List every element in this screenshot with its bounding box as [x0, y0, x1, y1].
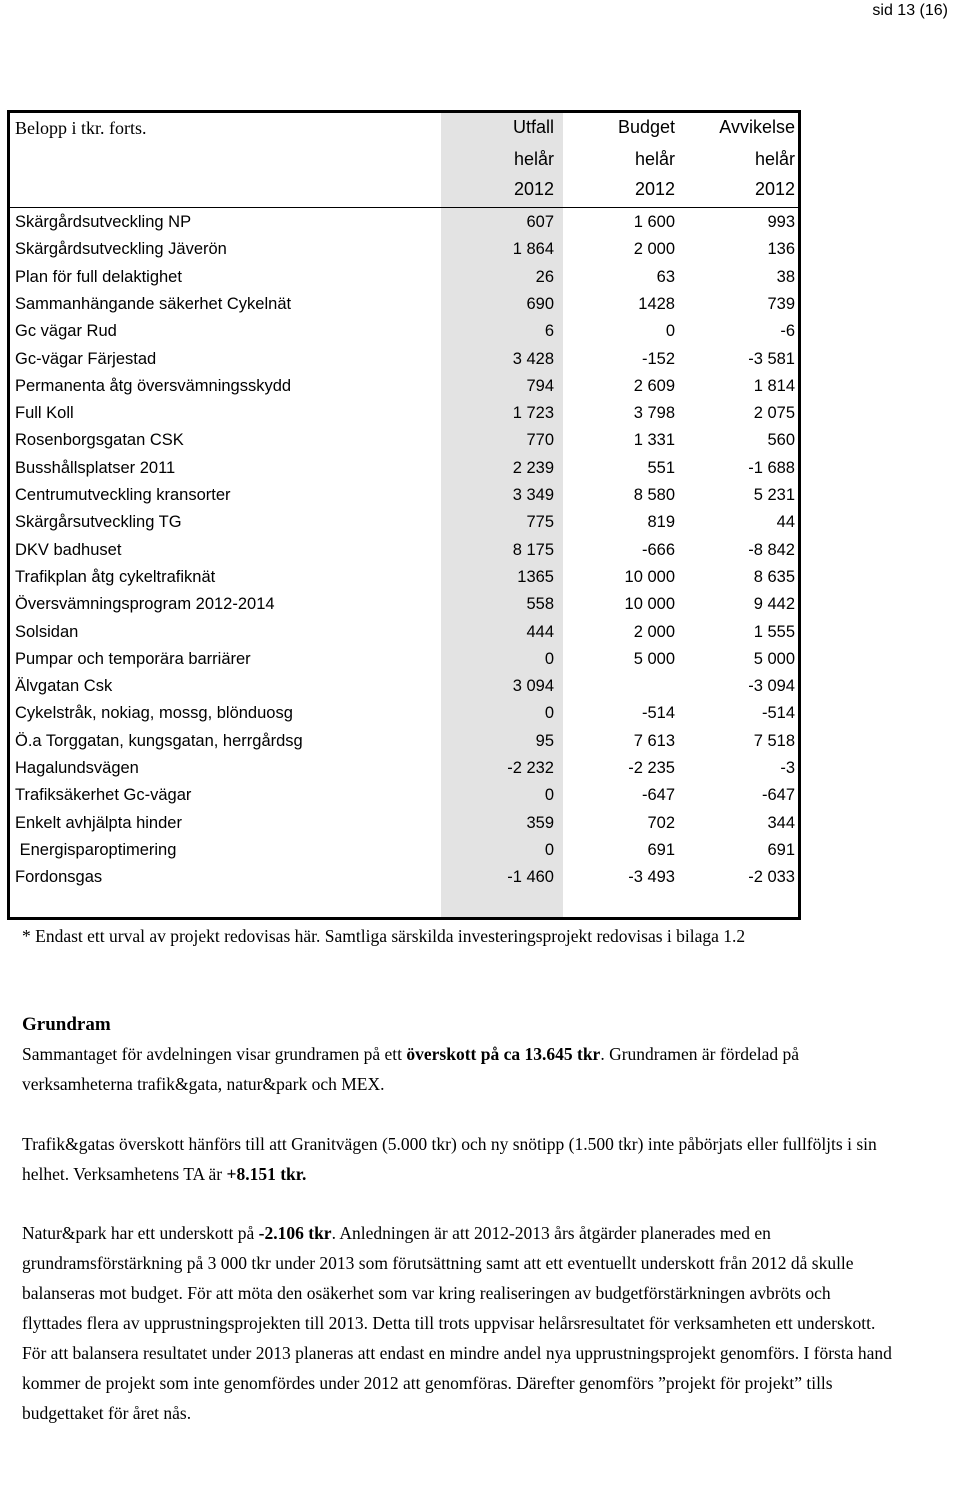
- cell-utfall: 607: [526, 213, 554, 231]
- investment-table: [7, 110, 801, 920]
- row-label: Fordonsgas: [15, 868, 103, 887]
- cell-utfall: 95: [535, 731, 554, 750]
- cell-avvikelse: -1 688: [748, 458, 795, 477]
- cell-budget: 5 000: [633, 649, 675, 668]
- table-row: [10, 346, 798, 373]
- row-label: Rosenborgsgatan CSK: [15, 431, 184, 450]
- cell-budget: 819: [647, 513, 675, 532]
- cell-avvikelse: -647: [761, 786, 795, 805]
- row-label: Energisparoptimering: [15, 840, 177, 859]
- cell-avvikelse: -3 094: [748, 677, 795, 696]
- cell-budget: 3 798: [633, 404, 675, 423]
- row-label: Enkelt avhjälpta hinder: [15, 813, 182, 832]
- table-row: [10, 400, 798, 427]
- cell-avvikelse: 739: [767, 294, 795, 313]
- cell-avvikelse: 344: [767, 813, 795, 832]
- cell-avvikelse: 8 635: [753, 567, 795, 586]
- section-heading: Grundram: [22, 1014, 111, 1035]
- row-label: Ö.a Torggatan, kungsgatan, herrgårdsg: [15, 731, 303, 750]
- row-label: Plan för full delaktighet: [15, 267, 182, 286]
- cell-avvikelse: -514: [761, 704, 795, 723]
- cell-avvikelse: 38: [776, 267, 795, 286]
- row-label: Gc vägar Rud: [15, 322, 117, 341]
- cell-budget: 2 000: [633, 240, 675, 259]
- cell-utfall: 359: [526, 813, 554, 832]
- cell-budget: 551: [647, 458, 675, 477]
- cell-budget: -666: [641, 540, 675, 559]
- row-label: DKV badhuset: [15, 540, 122, 559]
- header-row-1: [10, 113, 798, 143]
- cell-budget: -647: [641, 786, 675, 805]
- row-label: Full Koll: [15, 404, 74, 423]
- cell-utfall: 770: [526, 431, 554, 450]
- table-row: [10, 864, 798, 891]
- table-row: [10, 236, 798, 263]
- cell-avvikelse: -3 581: [748, 349, 795, 368]
- cell-budget: 0: [665, 322, 675, 341]
- table-row: [10, 728, 798, 755]
- cell-avvikelse: 691: [767, 840, 795, 859]
- cell-utfall: 444: [526, 622, 554, 641]
- cell-avvikelse: 560: [767, 431, 795, 450]
- paragraph-trafik-gata: [22, 1129, 892, 1189]
- header-row-2: [10, 145, 798, 175]
- cell-utfall: 3 094: [512, 677, 554, 696]
- cell-budget: 1428: [638, 294, 675, 313]
- cell-budget: -3 493: [628, 868, 675, 887]
- cell-utfall: 1 723: [512, 404, 554, 423]
- header-utfall-year: 2012: [513, 179, 554, 199]
- cell-avvikelse: -3: [780, 759, 795, 777]
- cell-avvikelse: 7 518: [753, 731, 795, 750]
- table-row: [10, 700, 798, 727]
- table-row: [10, 619, 798, 646]
- row-label: Busshållsplatser 2011: [15, 458, 176, 477]
- cell-avvikelse: 136: [767, 240, 795, 259]
- paragraph-text: Trafik&gatas överskott hänförs till att Granitvägen (5.000 tkr) och ny snötipp (1.500 tkr) inte påbörjats eller fullföljts i sin helhet. Verksamhetens TA är: [22, 1134, 877, 1184]
- row-label: Skärgårsutveckling TG: [15, 513, 182, 532]
- header-row-3: [10, 175, 798, 205]
- header-divider: [10, 207, 798, 208]
- cell-utfall: 0: [544, 704, 554, 723]
- header-avvikelse-period: helår: [754, 149, 795, 169]
- cell-budget: 1 600: [633, 213, 675, 231]
- table-row: [10, 318, 798, 345]
- cell-avvikelse: -6: [780, 322, 795, 341]
- table-row: [10, 673, 798, 700]
- row-label: Sammanhängande säkerhet Cykelnät: [15, 294, 292, 313]
- cell-budget: 10 000: [624, 567, 675, 586]
- cell-budget: 702: [647, 813, 675, 832]
- cell-utfall: 558: [526, 595, 554, 614]
- row-label: Solsidan: [15, 622, 79, 641]
- table-row: [10, 537, 798, 564]
- paragraph-text: Sammantaget för avdelningen visar grundramen på ett: [22, 1044, 407, 1064]
- cell-utfall: 26: [535, 267, 554, 286]
- cell-utfall: 0: [544, 840, 554, 859]
- cell-avvikelse: 44: [776, 513, 795, 532]
- paragraph-emphasis: +8.151 tkr.: [226, 1164, 307, 1184]
- table-row: [10, 837, 798, 864]
- cell-avvikelse: 2 075: [753, 404, 795, 423]
- table-row: [10, 755, 798, 782]
- row-label: Översvämningsprogram 2012-2014: [15, 595, 275, 614]
- cell-avvikelse: 9 442: [753, 595, 795, 614]
- table-row: [10, 482, 798, 509]
- row-label: Skärgårdsutveckling NP: [15, 213, 192, 231]
- cell-utfall: 690: [526, 294, 554, 313]
- cell-avvikelse: -2 033: [748, 868, 795, 887]
- cell-utfall: 794: [526, 376, 554, 395]
- table-row: [10, 810, 798, 837]
- row-label: Trafikplan åtg cykeltrafiknät: [15, 567, 216, 586]
- cell-budget: 8 580: [633, 486, 675, 504]
- paragraph-text: . Grundramen är fördelad på verksamheterna trafik&gata, natur&park och MEX.: [22, 1044, 800, 1094]
- header-utfall: Utfall: [512, 117, 554, 137]
- paragraph-grundram: [22, 1039, 892, 1099]
- cell-budget: 63: [656, 267, 675, 286]
- cell-utfall: 3 428: [512, 349, 554, 368]
- table-lead-label: Belopp i tkr. forts.: [15, 118, 147, 138]
- paragraph-natur-park: [22, 1218, 892, 1428]
- cell-budget: 2 000: [633, 622, 675, 641]
- cell-budget: 691: [647, 840, 675, 859]
- row-label: Cykelstråk, nokiag, mossg, blönduosg: [15, 704, 293, 723]
- cell-budget: -514: [641, 704, 675, 723]
- cell-utfall: 0: [544, 786, 554, 805]
- cell-budget: 1 331: [633, 431, 675, 450]
- cell-budget: -2 235: [628, 759, 675, 777]
- cell-avvikelse: 993: [767, 213, 795, 231]
- table-row: [10, 427, 798, 454]
- cell-utfall: -2 232: [507, 759, 554, 777]
- cell-avvikelse: 1 555: [753, 622, 795, 641]
- table-row: [10, 209, 798, 236]
- table-row: [10, 373, 798, 400]
- row-label: Permanenta åtg översvämningsskydd: [15, 376, 292, 395]
- row-label: Pumpar och temporära barriärer: [15, 649, 251, 668]
- cell-utfall: 6: [544, 322, 554, 341]
- cell-utfall: 3 349: [512, 486, 554, 504]
- header-budget: Budget: [617, 117, 675, 137]
- cell-avvikelse: 5 000: [753, 649, 795, 668]
- cell-utfall: 8 175: [512, 540, 554, 559]
- cell-utfall: 775: [526, 513, 554, 532]
- cell-avvikelse: 1 814: [753, 376, 795, 395]
- cell-budget: 7 613: [633, 731, 675, 750]
- table-row: [10, 455, 798, 482]
- cell-utfall: 0: [544, 649, 554, 668]
- row-label: Älvgatan Csk: [15, 677, 113, 696]
- table-row: [10, 782, 798, 809]
- page-number: sid 13 (16): [872, 2, 948, 19]
- table-row: [10, 564, 798, 591]
- paragraph-emphasis: överskott på ca 13.645 tkr: [406, 1044, 601, 1064]
- row-label: Skärgårdsutveckling Jäverön: [15, 240, 227, 259]
- paragraph-text: Natur&park har ett underskott på: [22, 1223, 259, 1243]
- header-budget-year: 2012: [634, 179, 675, 199]
- table-row: [10, 646, 798, 673]
- cell-budget: -152: [641, 349, 675, 368]
- cell-utfall: 1 864: [512, 240, 554, 259]
- cell-budget: 10 000: [624, 595, 675, 614]
- header-avvikelse-year: 2012: [754, 179, 795, 199]
- table-row: [10, 264, 798, 291]
- paragraph-emphasis: -2.106 tkr: [258, 1223, 332, 1243]
- cell-utfall: 2 239: [512, 458, 554, 477]
- cell-utfall: -1 460: [507, 868, 554, 887]
- table-row: [10, 591, 798, 618]
- header-avvikelse: Avvikelse: [719, 117, 795, 137]
- row-label: Centrumutveckling kransorter: [15, 486, 231, 504]
- header-budget-period: helår: [634, 149, 675, 169]
- footnote: * Endast ett urval av projekt redovisas här. Samtliga särskilda investeringsprojekt redovisas i bilaga 1.2: [22, 926, 746, 946]
- paragraph-text: . Anledningen är att 2012-2013 års åtgärder planerades med en grundramsförstärkning på 3 000 tkr under 2013 som förutsättning samt att ett eventuellt underskott från 2012 då skulle balanseras mot budget. För att möta den osäkerhet som var kring realiseringen av budgetförstärkningen avbröts och flyttades flera av upprustningsprojekten till 2013. Detta till trots uppvisar helårsresultatet för verksamheten ett underskott. För att balansera resultatet under 2013 planeras att endast en mindre andel nya upprustningsprojekt genomförs. I första hand kommer de projekt som inte genomfördes under 2012 att genomföras. Därefter genomförs ”projekt för projekt” tills budgettaket för året nås.: [22, 1223, 892, 1423]
- table-row: [10, 509, 798, 536]
- cell-avvikelse: -8 842: [748, 540, 795, 559]
- cell-budget: 2 609: [633, 376, 675, 395]
- header-utfall-period: helår: [513, 149, 554, 169]
- row-label: Gc-vägar Färjestad: [15, 349, 157, 368]
- row-label: Trafiksäkerhet Gc-vägar: [15, 786, 192, 805]
- table-row: [10, 291, 798, 318]
- row-label: Hagalundsvägen: [15, 759, 139, 777]
- cell-avvikelse: 5 231: [753, 486, 795, 504]
- cell-utfall: 1365: [517, 567, 554, 586]
